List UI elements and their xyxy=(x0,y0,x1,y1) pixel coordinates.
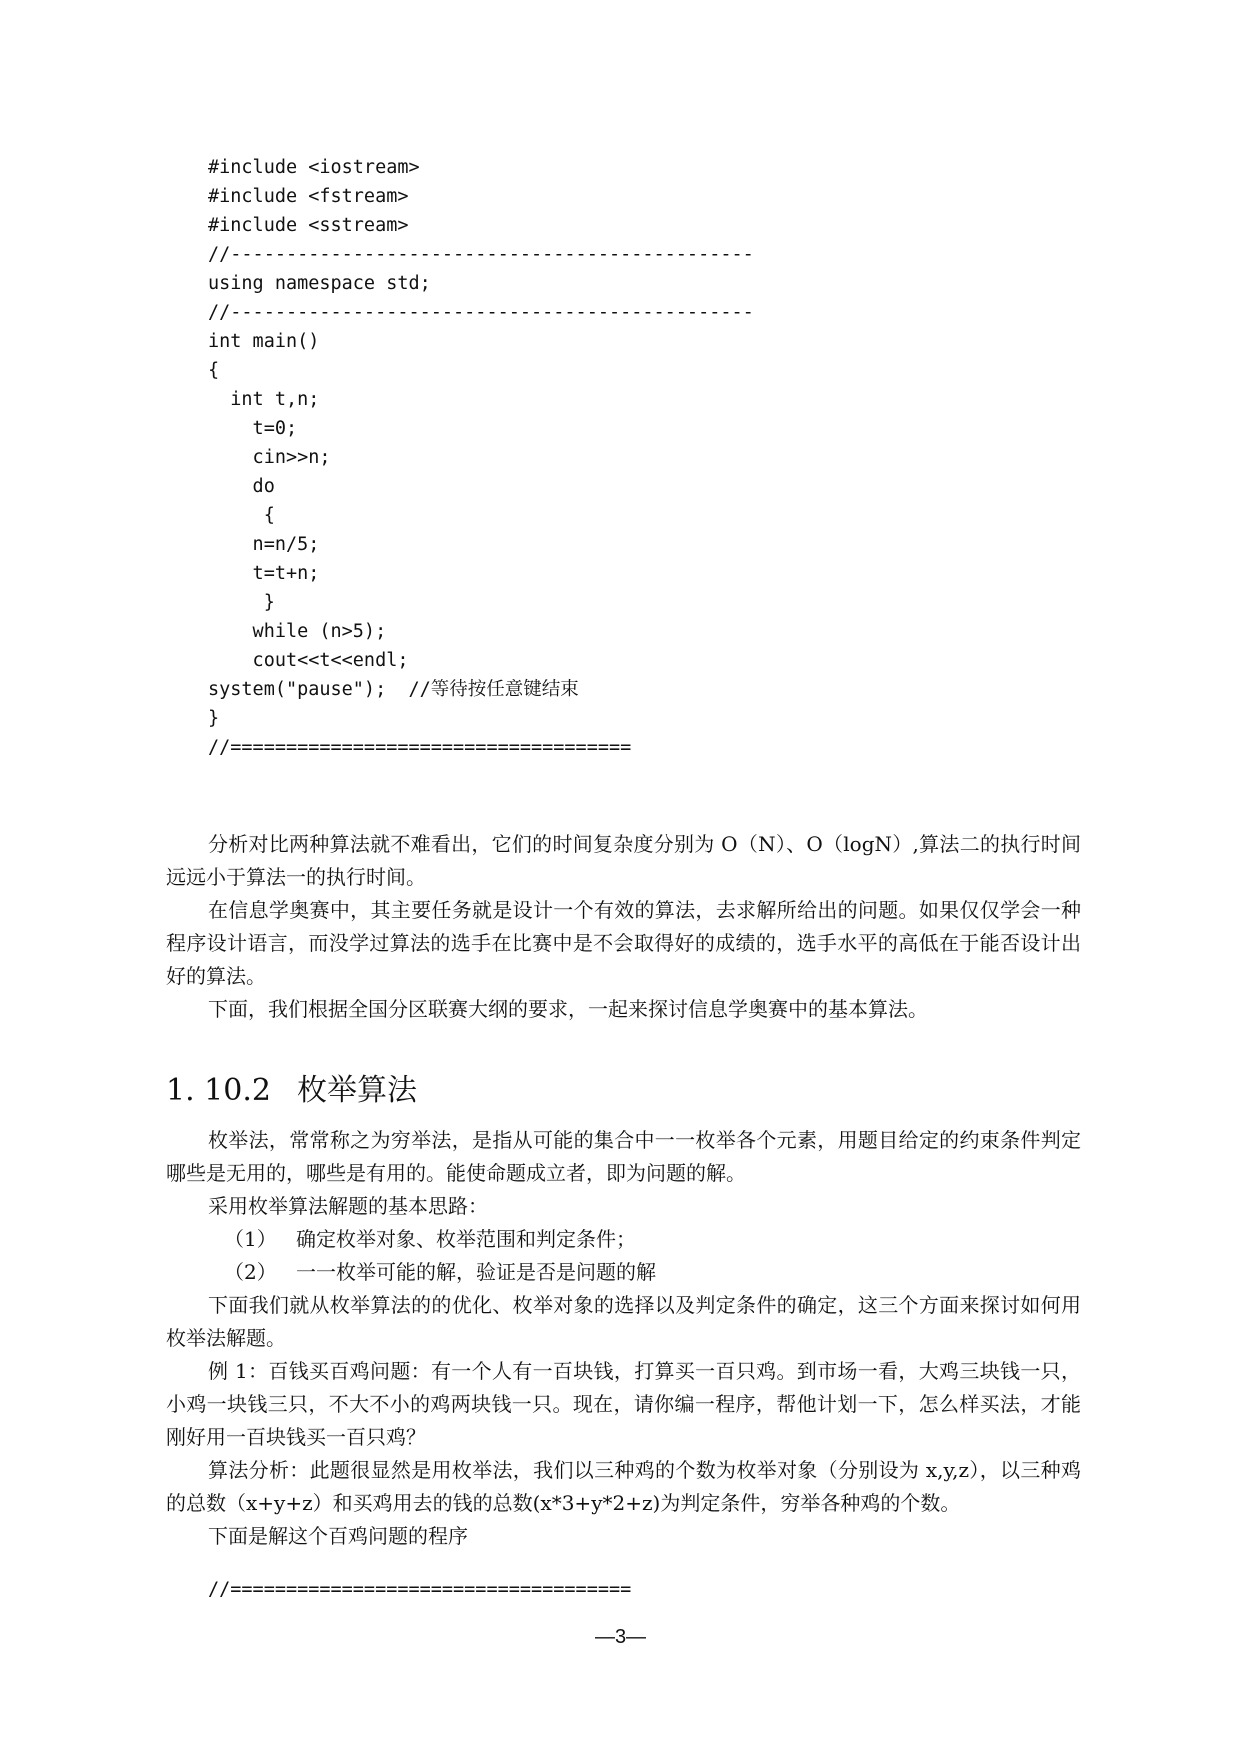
code-separator-line: //==================================== xyxy=(208,737,632,758)
section-body xyxy=(166,1124,1081,1553)
section-heading xyxy=(166,1071,417,1111)
page-number: —3— xyxy=(594,1626,647,1648)
code-line: cout<<t<<endl; xyxy=(208,650,409,671)
paragraph: 采用枚举算法解题的基本思路： xyxy=(208,1194,488,1218)
list-item-text: 确定枚举对象、枚举范围和判定条件； xyxy=(296,1227,636,1251)
paragraph: 分析对比两种算法就不难看出，它们的时间复杂度分别为 O（N）、O（logN）,算法二的执行时间远远小于算法一的执行时间。 xyxy=(166,832,1081,889)
code-line: int t,n; xyxy=(208,389,320,410)
code-line: } xyxy=(208,592,275,613)
section-number: 1. 10.2 xyxy=(166,1073,271,1108)
code-separator-line: //----------------------------------------------- xyxy=(208,302,754,323)
code-line: #include <iostream> xyxy=(208,157,420,178)
code-line: t=0; xyxy=(208,418,298,439)
analysis-text xyxy=(166,828,1081,1026)
example-paragraph: 例 1：百钱买百鸡问题：有一个人有一百块钱，打算买一百只鸡。到市场一看，大鸡三块钱一只，小鸡一块钱三只，不大不小的鸡两块钱一只。现在，请你编一程序，帮他计划一下，怎么样买法，才能刚好用一百块钱买一百只鸡？ xyxy=(166,1359,1081,1449)
code-line: t=t+n; xyxy=(208,563,320,584)
code-line: using namespace std; xyxy=(208,273,431,294)
code-separator-line: //==================================== xyxy=(208,1579,632,1600)
list-item xyxy=(166,1256,1081,1289)
code-line: { xyxy=(208,505,275,526)
code-line: #include <fstream> xyxy=(208,186,409,207)
code-line: n=n/5; xyxy=(208,534,320,555)
paragraph: 下面，我们根据全国分区联赛大纲的要求，一起来探讨信息学奥赛中的基本算法。 xyxy=(208,997,928,1021)
code-separator-line: //----------------------------------------------- xyxy=(208,244,754,265)
code-line: do xyxy=(208,476,275,497)
paragraph: 枚举法，常常称之为穷举法，是指从可能的集合中一一枚举各个元素，用题目给定的约束条件判定哪些是无用的，哪些是有用的。能使命题成立者，即为问题的解。 xyxy=(166,1128,1081,1185)
code-line: { xyxy=(208,360,220,381)
paragraph: 下面是解这个百鸡问题的程序 xyxy=(208,1524,468,1548)
paragraph: 在信息学奥赛中，其主要任务就是设计一个有效的算法，去求解所给出的问题。如果仅仅学会一种程序设计语言，而没学过算法的选手在比赛中是不会取得好的成绩的，选手水平的高低在于能否设计出好的算法。 xyxy=(166,898,1081,988)
code-line: #include <sstream> xyxy=(208,215,409,236)
paragraph: 下面我们就从枚举算法的的优化、枚举对象的选择以及判定条件的确定，这三个方面来探讨如何用枚举法解题。 xyxy=(166,1293,1081,1350)
code-line: while (n>5); xyxy=(208,621,387,642)
code-line: int main() xyxy=(208,331,320,352)
code-line: cin>>n; xyxy=(208,447,331,468)
list-item xyxy=(166,1223,1081,1256)
list-item-marker: （2） xyxy=(224,1260,277,1284)
paragraph: 算法分析：此题很显然是用枚举法，我们以三种鸡的个数为枚举对象（分别设为 x,y,z），以三种鸡的总数（x+y+z）和买鸡用去的钱的总数(x*3+y*2+z)为判定条件，穷举各种鸡的个数。 xyxy=(166,1458,1081,1515)
list-item-text: 一一枚举可能的解，验证是否是问题的解 xyxy=(296,1260,656,1284)
section-title: 枚举算法 xyxy=(296,1073,417,1108)
code-line: system("pause"); //等待按任意键结束 xyxy=(208,679,579,700)
code-line: } xyxy=(208,708,220,729)
list-item-marker: （1） xyxy=(224,1227,277,1251)
